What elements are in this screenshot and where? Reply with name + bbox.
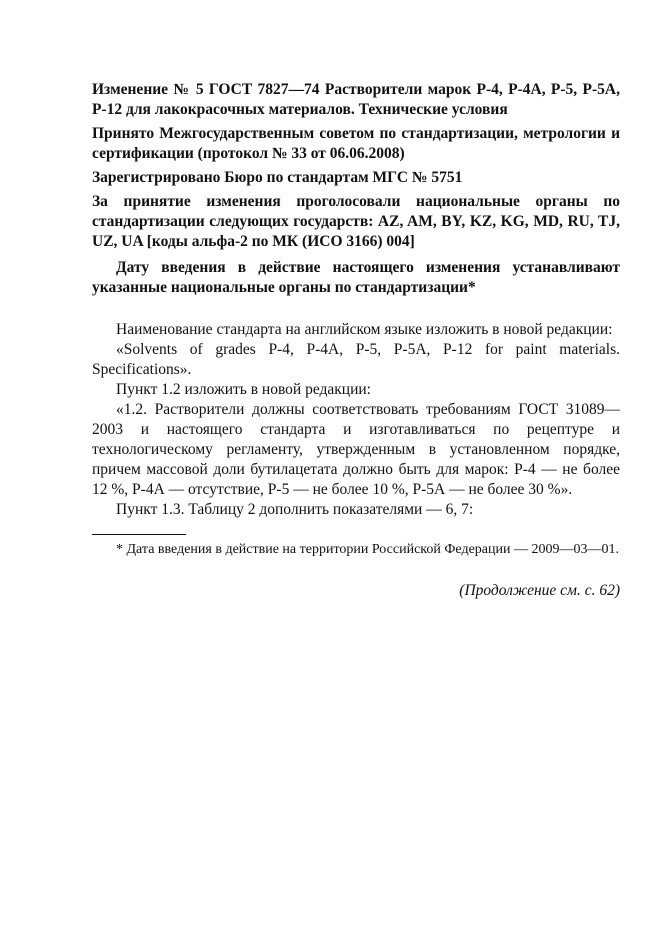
body-paragraph-clause-1-2-text: «1.2. Растворители должны соответствовать требованиям ГОСТ 31089—2003 и настоящего стандарта и изготавливаться по рецептуре и технологическому регламенту, утвержденным в установленном порядке, причем массовой доли бутилацетата должно быть для марок: Р-4 — не более 12 %, Р-4А — отсутствие, Р-5 — не более 10 %, Р-5А — не более 30 %».	[92, 401, 620, 498]
voting-countries-statement: За принятие изменения проголосовали национальные органы по стандартизации следующих государств: AZ, AM, BY, KZ, KG, MD, RU, TJ, UZ, UA [коды альфа-2 по МК (ИСО 3166) 004]	[92, 193, 620, 250]
body-paragraph-english-title: «Solvents of grades P-4, P-4A, P-5, P-5A, P-12 for paint materials. Specifications».	[92, 341, 620, 378]
body-paragraph-clause-1-3: Пункт 1.3. Таблицу 2 дополнить показателями — 6, 7:	[116, 501, 474, 518]
document-content	[92, 80, 620, 520]
effective-date-statement: Дату введения в действие настоящего изменения устанавливают указанные национальные органы по стандартизации*	[92, 259, 620, 296]
footnote: * Дата введения в действие на территории Российской Федерации — 2009—03—01.	[116, 542, 619, 557]
adopted-by-statement: Принято Межгосударственным советом по стандартизации, метрологии и сертификации (протокол № 33 от 06.06.2008)	[92, 125, 620, 162]
continuation-note: (Продолжение см. с. 62)	[459, 582, 620, 599]
footnote-divider	[92, 534, 186, 535]
body-paragraph-title-change: Наименование стандарта на английском языке изложить в новой редакции:	[116, 321, 613, 338]
amendment-title: Изменение № 5 ГОСТ 7827—74 Растворители марок Р-4, Р-4А, Р-5, Р-5А, Р-12 для лакокрасочных материалов. Технические условия	[92, 81, 620, 118]
registration-statement: Зарегистрировано Бюро по стандартам МГС № 5751	[92, 169, 463, 186]
body-paragraph-clause-1-2: Пункт 1.2 изложить в новой редакции:	[116, 381, 371, 398]
amendment-body	[92, 320, 620, 520]
